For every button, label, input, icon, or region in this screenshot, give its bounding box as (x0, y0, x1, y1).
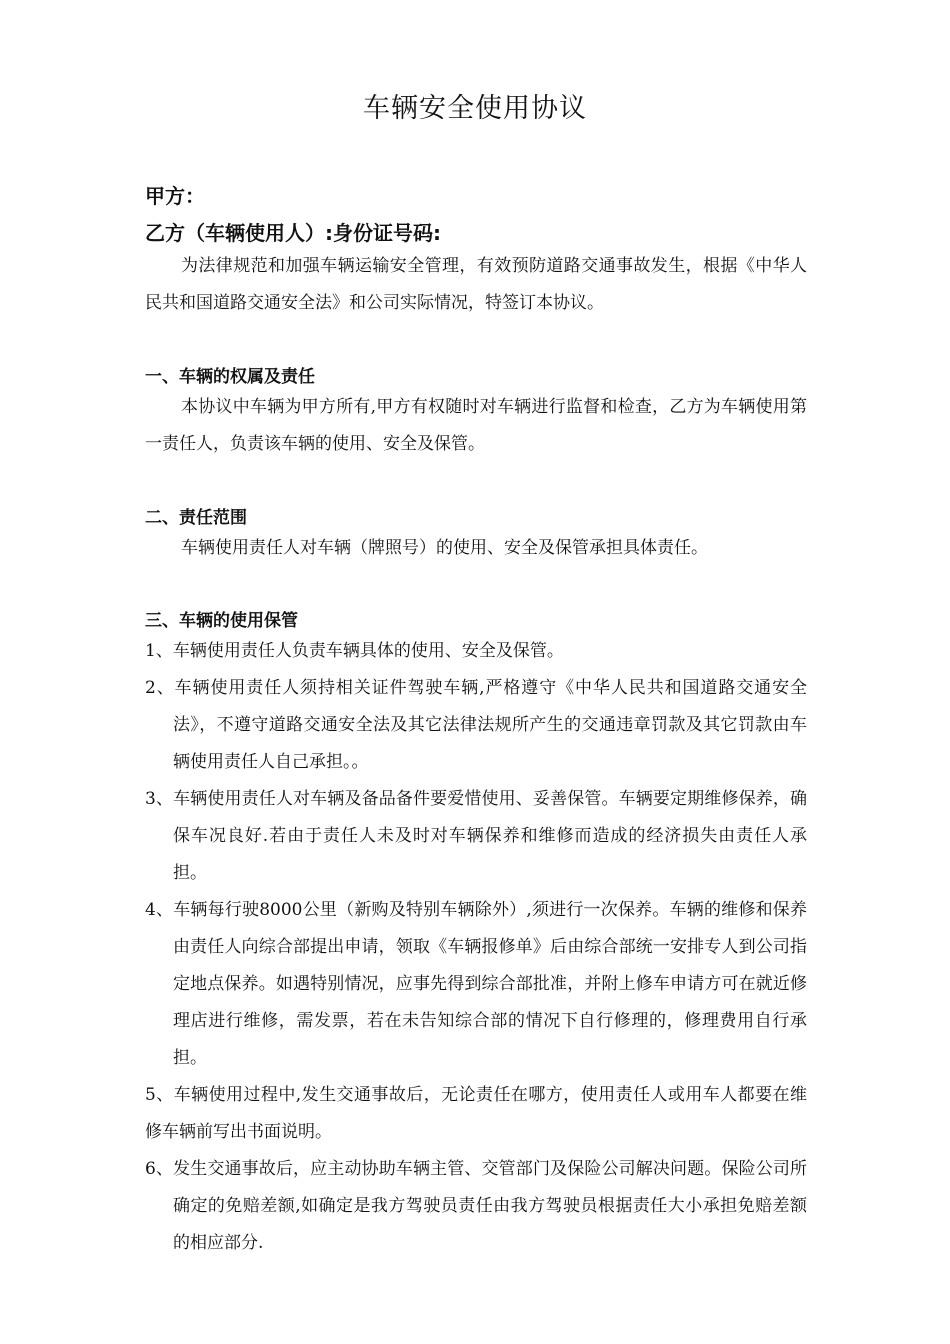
party-a-label: 甲方： (145, 184, 205, 208)
list-item-6: 6、发生交通事故后，应主动协助车辆主管、交管部门及保险公司解决问题。保险公司所确定的免赔差额,如确定是我方驾驶员责任由我方驾驶员根据责任大小承担免赔差额的相应部分. (145, 1159, 807, 1253)
list-item-5: 5、车辆使用过程中,发生交通事故后，无论责任在哪方，使用责任人或用车人都要在维修车辆前写出书面说明。 (145, 1085, 807, 1142)
section-1-heading: 一、车辆的权属及责任 (145, 367, 315, 387)
document-title: 车辆安全使用协议 (363, 93, 587, 124)
section-1-body: 本协议中车辆为甲方所有,甲方有权随时对车辆进行监督和检查，乙方为车辆使用第一责任人，负责该车辆的使用、安全及保管。 (145, 397, 807, 454)
list-item-4: 4、车辆每行驶8000公里（新购及特别车辆除外）,须进行一次保养。车辆的维修和保养由责任人向综合部提出申请，领取《车辆报修单》后由综合部统一安排专人到公司指定地点保养。如遇特别情况，应事先得到综合部批准，并附上修车申请方可在就近修理店进行维修，需发票，若在未告知综合部的情况下自行修理的，修理费用自行承担。 (145, 900, 807, 1068)
list-item-1: 1、车辆使用责任人负责车辆具体的使用、安全及保管。 (145, 641, 564, 661)
section-2-heading: 二、责任范围 (145, 508, 247, 528)
list-item-2: 2、车辆使用责任人须持相关证件驾驶车辆,严格遵守《中华人民共和国道路交通安全法》，不遵守道路交通安全法及其它法律法规所产生的交通违章罚款及其它罚款由车辆使用责任人自己承担。。 (145, 678, 807, 772)
intro-paragraph: 为法律规范和加强车辆运输安全管理，有效预防道路交通事故发生，根据《中华人民共和国道路交通安全法》和公司实际情况，特签订本协议。 (145, 256, 807, 313)
party-b-label: 乙方（车辆使用人）:身份证号码: (145, 221, 441, 245)
list-item-3: 3、车辆使用责任人对车辆及备品备件要爱惜使用、妥善保管。车辆要定期维修保养，确保车况良好.若由于责任人未及时对车辆保养和维修而造成的经济损失由责任人承担。 (145, 789, 807, 883)
section-3-heading: 三、车辆的使用保管 (145, 611, 298, 631)
section-2-body: 车辆使用责任人对车辆（牌照号）的使用、安全及保管承担具体责任。 (181, 538, 708, 558)
